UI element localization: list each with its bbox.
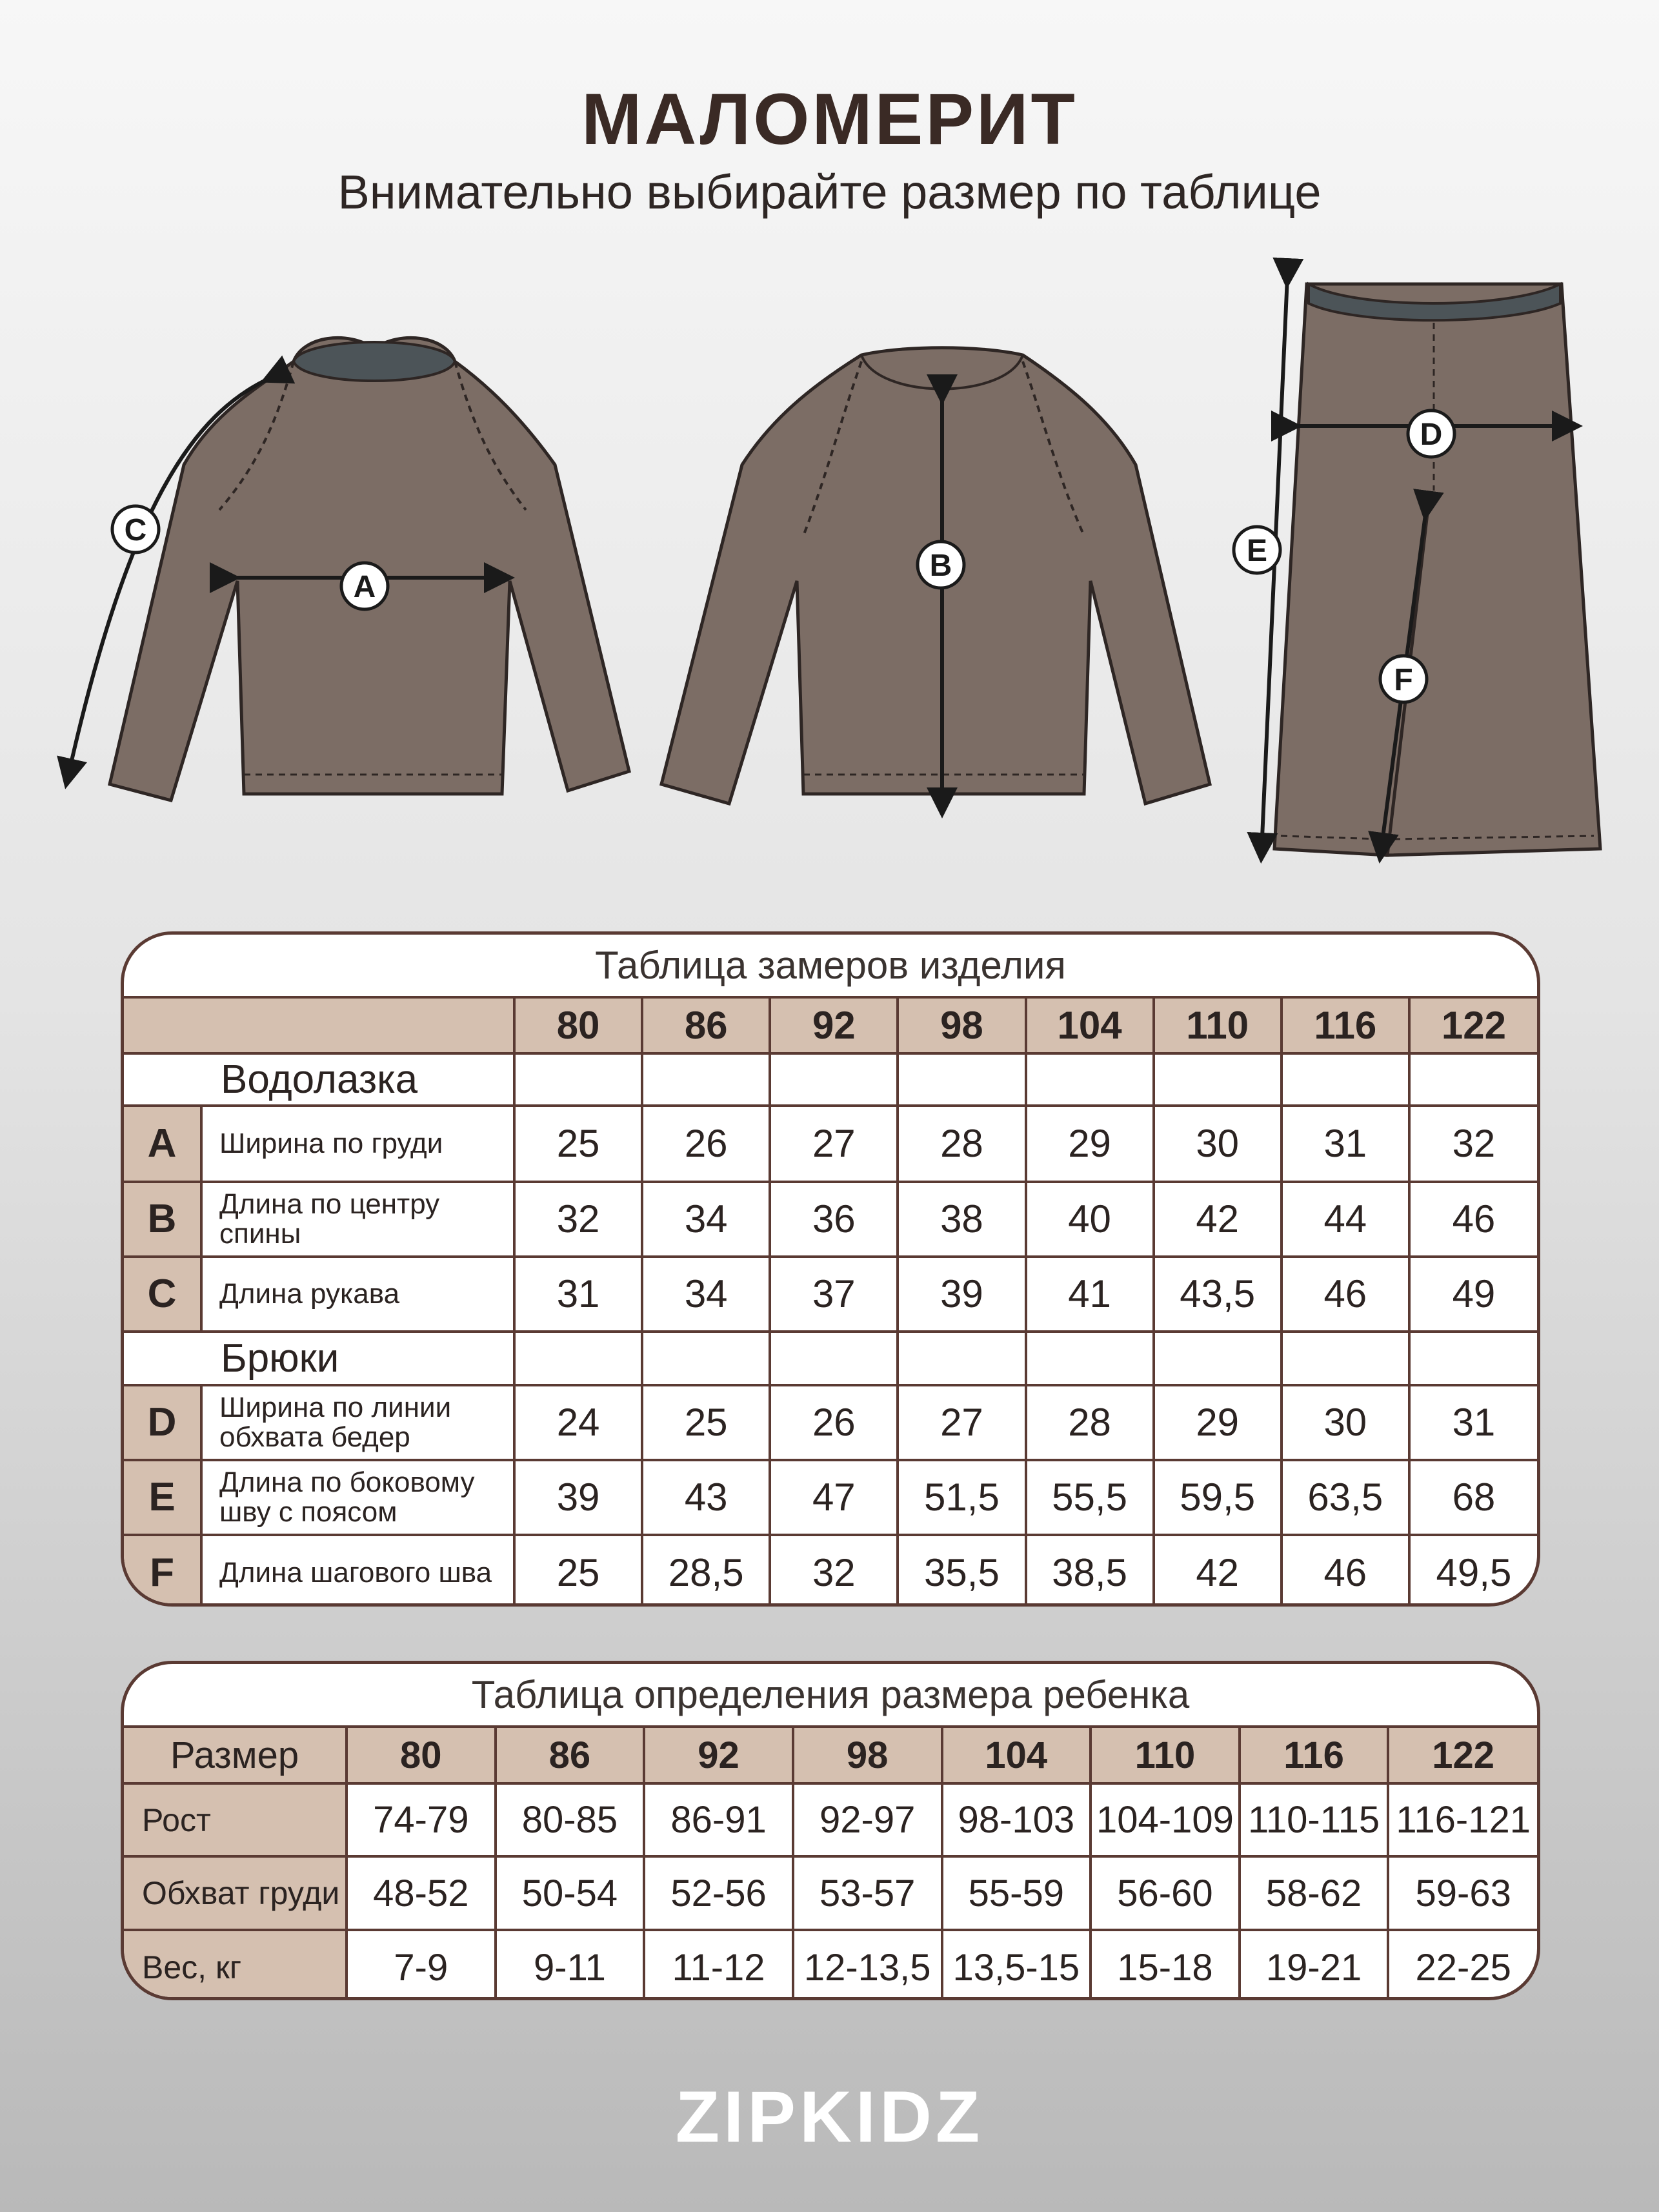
size-header: 122: [1409, 999, 1537, 1053]
cell: 53-57: [793, 1856, 942, 1930]
cell: 49,5: [1409, 1535, 1537, 1607]
cell: 31: [514, 1257, 642, 1332]
cell: 86-91: [644, 1783, 793, 1856]
row-label: Обхват груди: [124, 1856, 347, 1930]
cell: 59,5: [1154, 1460, 1282, 1535]
size-header-label: Размер: [124, 1728, 347, 1783]
cell: 41: [1026, 1257, 1154, 1332]
cell: 34: [642, 1257, 770, 1332]
size-header: 92: [644, 1728, 793, 1783]
cell: 104-109: [1091, 1783, 1240, 1856]
row-label: Длина по центру спины: [201, 1182, 514, 1257]
cell: 59-63: [1388, 1856, 1537, 1930]
svg-text:B: B: [929, 549, 952, 583]
size-header: 104: [942, 1728, 1091, 1783]
measure-table: [121, 931, 1540, 1607]
cell: 116-121: [1388, 1783, 1537, 1856]
cell: 98-103: [942, 1783, 1091, 1856]
cell: 11-12: [644, 1930, 793, 2000]
section-row: [124, 1053, 1537, 1106]
cell: 26: [642, 1106, 770, 1182]
size-header: 104: [1026, 999, 1154, 1053]
cell: 46: [1282, 1535, 1409, 1607]
size-header: 98: [793, 1728, 942, 1783]
table-row: [124, 1535, 1537, 1607]
marker-a: [341, 563, 388, 609]
row-label: Ширина по груди: [201, 1106, 514, 1182]
size-header: 116: [1240, 1728, 1389, 1783]
measure-size-header-row: [124, 999, 1537, 1053]
cell: 9-11: [496, 1930, 645, 2000]
cell: 39: [898, 1257, 1025, 1332]
cell: 44: [1282, 1182, 1409, 1257]
size-header: 86: [642, 999, 770, 1053]
brand-logo: ZIPKIDZ: [675, 2076, 984, 2157]
size-header: 98: [898, 999, 1025, 1053]
cell: 39: [514, 1460, 642, 1535]
cell: 24: [514, 1385, 642, 1460]
marker-e: [1234, 527, 1280, 573]
svg-text:C: C: [124, 513, 147, 547]
cell: 43: [642, 1460, 770, 1535]
cell: 34: [642, 1182, 770, 1257]
cell: 28: [898, 1106, 1025, 1182]
cell: 30: [1282, 1385, 1409, 1460]
cell: 30: [1154, 1106, 1282, 1182]
size-table: [121, 1661, 1540, 2000]
row-letter: D: [124, 1385, 201, 1460]
cell: 74-79: [347, 1783, 496, 1856]
table-row: [124, 1182, 1537, 1257]
size-header: 92: [770, 999, 898, 1053]
cell: 27: [770, 1106, 898, 1182]
cell: 40: [1026, 1182, 1154, 1257]
cell: 29: [1154, 1385, 1282, 1460]
cell: 35,5: [898, 1535, 1025, 1607]
cell: 56-60: [1091, 1856, 1240, 1930]
size-header-row: [124, 1728, 1537, 1783]
size-header: 80: [347, 1728, 496, 1783]
size-header: 116: [1282, 999, 1409, 1053]
cell: 80-85: [496, 1783, 645, 1856]
row-label: Рост: [124, 1783, 347, 1856]
table-row: [124, 1385, 1537, 1460]
row-label: Вес, кг: [124, 1930, 347, 2000]
table-row: [124, 1460, 1537, 1535]
svg-text:E: E: [1246, 534, 1268, 568]
marker-b: [918, 542, 964, 588]
cell: 27: [898, 1385, 1025, 1460]
row-label: Длина по боковому шву с поясом: [201, 1460, 514, 1535]
size-header: 122: [1388, 1728, 1537, 1783]
cell: 58-62: [1240, 1856, 1389, 1930]
svg-text:F: F: [1394, 663, 1413, 697]
row-letter: F: [124, 1535, 201, 1607]
cell: 55,5: [1026, 1460, 1154, 1535]
page-subtitle: Внимательно выбирайте размер по таблице: [337, 165, 1322, 219]
cell: 38: [898, 1182, 1025, 1257]
page-title: МАЛОМЕРИТ: [581, 79, 1078, 159]
marker-f: [1380, 656, 1427, 702]
cell: 36: [770, 1182, 898, 1257]
table-row: [124, 1106, 1537, 1182]
section-row: [124, 1332, 1537, 1385]
cell: 110-115: [1240, 1783, 1389, 1856]
cell: 28: [1026, 1385, 1154, 1460]
measure-table-caption: Таблица замеров изделия: [124, 935, 1537, 999]
cell: 31: [1409, 1385, 1537, 1460]
marker-c: [112, 506, 159, 553]
table-row: [124, 1257, 1537, 1332]
cell: 37: [770, 1257, 898, 1332]
cell: 42: [1154, 1182, 1282, 1257]
row-letter: C: [124, 1257, 201, 1332]
cell: 46: [1282, 1257, 1409, 1332]
svg-text:A: A: [353, 570, 376, 604]
size-header: 110: [1154, 999, 1282, 1053]
cell: 12-13,5: [793, 1930, 942, 2000]
table-row: [124, 1930, 1537, 2000]
header-corner: [124, 999, 514, 1053]
cell: 46: [1409, 1182, 1537, 1257]
row-letter: A: [124, 1106, 201, 1182]
cell: 19-21: [1240, 1930, 1389, 2000]
cell: 43,5: [1154, 1257, 1282, 1332]
cell: 31: [1282, 1106, 1409, 1182]
size-header: 110: [1091, 1728, 1240, 1783]
section-title-trousers: Брюки: [124, 1332, 514, 1385]
cell: 28,5: [642, 1535, 770, 1607]
cell: 25: [514, 1535, 642, 1607]
row-letter: E: [124, 1460, 201, 1535]
svg-text:D: D: [1420, 418, 1443, 452]
cell: 26: [770, 1385, 898, 1460]
marker-d: [1408, 411, 1454, 457]
cell: 50-54: [496, 1856, 645, 1930]
size-table-caption: Таблица определения размера ребенка: [124, 1664, 1537, 1728]
cell: 32: [770, 1535, 898, 1607]
cell: 22-25: [1388, 1930, 1537, 2000]
cell: 68: [1409, 1460, 1537, 1535]
cell: 13,5-15: [942, 1930, 1091, 2000]
cell: 25: [642, 1385, 770, 1460]
size-header: 86: [496, 1728, 645, 1783]
cell: 15-18: [1091, 1930, 1240, 2000]
cell: 25: [514, 1106, 642, 1182]
table-row: [124, 1856, 1537, 1930]
section-title-sweater: Водолазка: [124, 1053, 514, 1106]
cell: 51,5: [898, 1460, 1025, 1535]
size-header: 80: [514, 999, 642, 1053]
cell: 49: [1409, 1257, 1537, 1332]
row-label: Длина шагового шва: [201, 1535, 514, 1607]
cell: 48-52: [347, 1856, 496, 1930]
garment-illustration: [0, 0, 1659, 878]
table-row: [124, 1783, 1537, 1856]
cell: 55-59: [942, 1856, 1091, 1930]
cell: 38,5: [1026, 1535, 1154, 1607]
cell: 47: [770, 1460, 898, 1535]
cell: 32: [1409, 1106, 1537, 1182]
cell: 32: [514, 1182, 642, 1257]
cell: 29: [1026, 1106, 1154, 1182]
cell: 63,5: [1282, 1460, 1409, 1535]
trousers-drawing: [1274, 284, 1600, 855]
cell: 7-9: [347, 1930, 496, 2000]
cell: 92-97: [793, 1783, 942, 1856]
cell: 42: [1154, 1535, 1282, 1607]
cell: 52-56: [644, 1856, 793, 1930]
row-label: Длина рукава: [201, 1257, 514, 1332]
row-label: Ширина по линии обхвата бедер: [201, 1385, 514, 1460]
row-letter: B: [124, 1182, 201, 1257]
